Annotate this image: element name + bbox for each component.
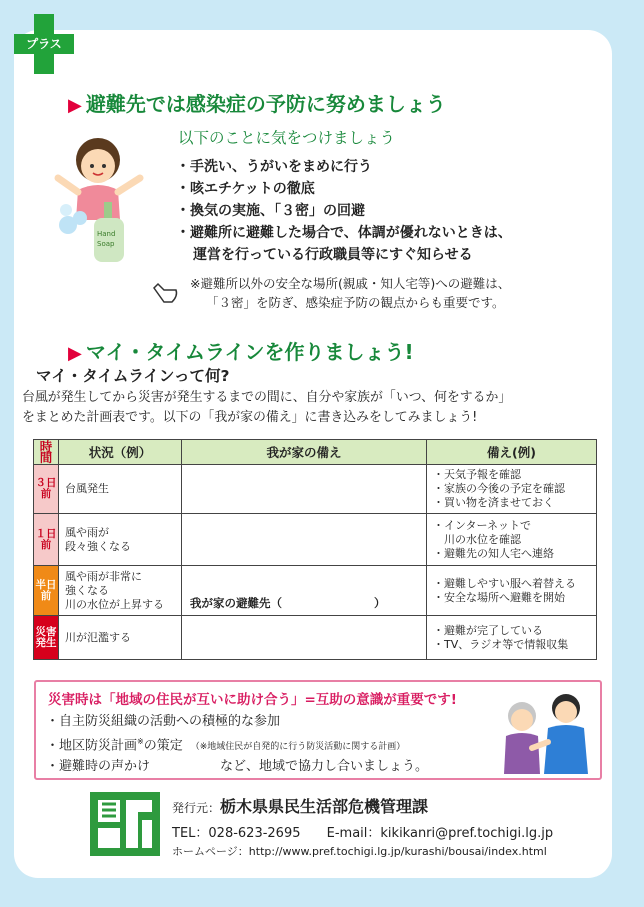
list-item: ・手洗い、うがいをまめに行う bbox=[176, 159, 372, 175]
section2-title bbox=[68, 336, 414, 365]
our-preparation-field[interactable] bbox=[182, 616, 427, 660]
timeline-table bbox=[33, 439, 597, 660]
list-item: ・換気の実施、「３密」の回避 bbox=[176, 203, 365, 219]
list-item: ・地区防災計画※の策定 （※地域住民が自発的に行う防災活動に関する計画） bbox=[46, 737, 406, 754]
section1-title bbox=[68, 88, 446, 117]
list-item: ・咳エチケットの徹底 bbox=[176, 181, 315, 197]
evacuation-destination-field[interactable]: 我が家の避難先（ ） bbox=[182, 566, 427, 616]
example-cell: ・避難しやすい服へ着替える ・安全な場所へ避難を開始 bbox=[427, 566, 597, 616]
table-header-time: 時間 bbox=[34, 440, 59, 465]
evacuation-note: ※避難所以外の安全な場所(親戚・知人宅等)への避難は、 「３密」を防ぎ、感染症予防の観点からも重要です。 bbox=[190, 276, 511, 310]
time-cell: 災害発生 bbox=[34, 616, 59, 660]
tochigi-prefecture-logo bbox=[90, 792, 160, 856]
time-cell: ３日前 bbox=[34, 465, 59, 514]
list-item: ・避難所に避難した場合で、体調が優れないときは、 bbox=[176, 225, 512, 241]
table-header-ours: 我が家の備え bbox=[182, 440, 427, 465]
soap-label-hand: Hand bbox=[97, 230, 116, 238]
pointing-hand-icon bbox=[150, 282, 184, 308]
section2-title-text: マイ・タイムラインを作りましょう! bbox=[85, 340, 414, 364]
table-row bbox=[34, 566, 597, 616]
triangle-arrow-icon: ▶ bbox=[68, 95, 82, 116]
publisher-line: 発行元：栃木県県民生活部危機管理課 bbox=[172, 797, 429, 816]
situation-cell: 風や雨が非常に 強くなる 川の水位が上昇する bbox=[59, 566, 182, 616]
plus-badge-label: プラス bbox=[26, 37, 62, 51]
table-header-row bbox=[34, 440, 597, 465]
table-row bbox=[34, 616, 597, 660]
table-row bbox=[34, 514, 597, 566]
mutual-aid-box bbox=[34, 680, 602, 780]
triangle-arrow-icon: ▶ bbox=[68, 343, 82, 364]
list-item-continuation: 運営を行っている行政職員等にすぐ知らせる bbox=[193, 247, 473, 263]
our-preparation-field[interactable] bbox=[182, 514, 427, 566]
mutual-aid-title: 災害時は「地域の住民が互いに助け合う」=互助の意識が重要です! bbox=[48, 692, 457, 708]
soap-label-soap: Soap bbox=[97, 240, 115, 248]
email-link[interactable]: E-mail：kikikanri@pref.tochigi.lg.jp bbox=[326, 826, 554, 841]
example-cell: ・インターネットで 川の水位を確認 ・避難先の知人宅へ連絡 bbox=[427, 514, 597, 566]
people-helping-illustration bbox=[492, 686, 596, 774]
situation-cell: 風や雨が 段々強くなる bbox=[59, 514, 182, 566]
time-cell: 半日前 bbox=[34, 566, 59, 616]
mutual-aid-list bbox=[46, 712, 428, 777]
prevention-list bbox=[176, 156, 512, 266]
example-cell: ・避難が完了している ・TV、ラジオ等で情報収集 bbox=[427, 616, 597, 660]
table-header-situation: 状況（例） bbox=[59, 440, 182, 465]
section1-title-text: 避難先では感染症の予防に努めましょう bbox=[85, 92, 446, 116]
table-row bbox=[34, 465, 597, 514]
handwashing-girl-illustration bbox=[48, 130, 158, 270]
list-item: ・自主防災組織の活動への積極的な参加 bbox=[46, 714, 281, 729]
contact-line bbox=[172, 822, 553, 841]
tel-text: TEL：028-623-2695 bbox=[172, 826, 301, 841]
time-cell: １日前 bbox=[34, 514, 59, 566]
section2-description: 台風が発生してから災害が発生するまでの間に、自分や家族が「いつ、何をするか」 をまとめた計画表です。以下の「我が家の備え」に書き込みをしてみましょう! bbox=[22, 390, 512, 425]
table-header-example: 備え(例) bbox=[427, 440, 597, 465]
plus-badge bbox=[14, 14, 74, 74]
our-preparation-field[interactable] bbox=[182, 465, 427, 514]
homepage-link[interactable]: ホームページ：http://www.pref.tochigi.lg.jp/kurashi/bousai/index.html bbox=[172, 845, 547, 858]
situation-cell: 台風発生 bbox=[59, 465, 182, 514]
example-cell: ・天気予報を確認 ・家族の今後の予定を確認 ・買い物を済ませておく bbox=[427, 465, 597, 514]
section2-subtitle: マイ・タイムラインって何? bbox=[36, 367, 230, 385]
situation-cell: 川が氾濫する bbox=[59, 616, 182, 660]
section1-subtitle: 以下のことに気をつけましょう bbox=[178, 129, 396, 147]
list-item: ・避難時の声かけ など、地域で協力し合いましょう。 bbox=[46, 759, 429, 775]
